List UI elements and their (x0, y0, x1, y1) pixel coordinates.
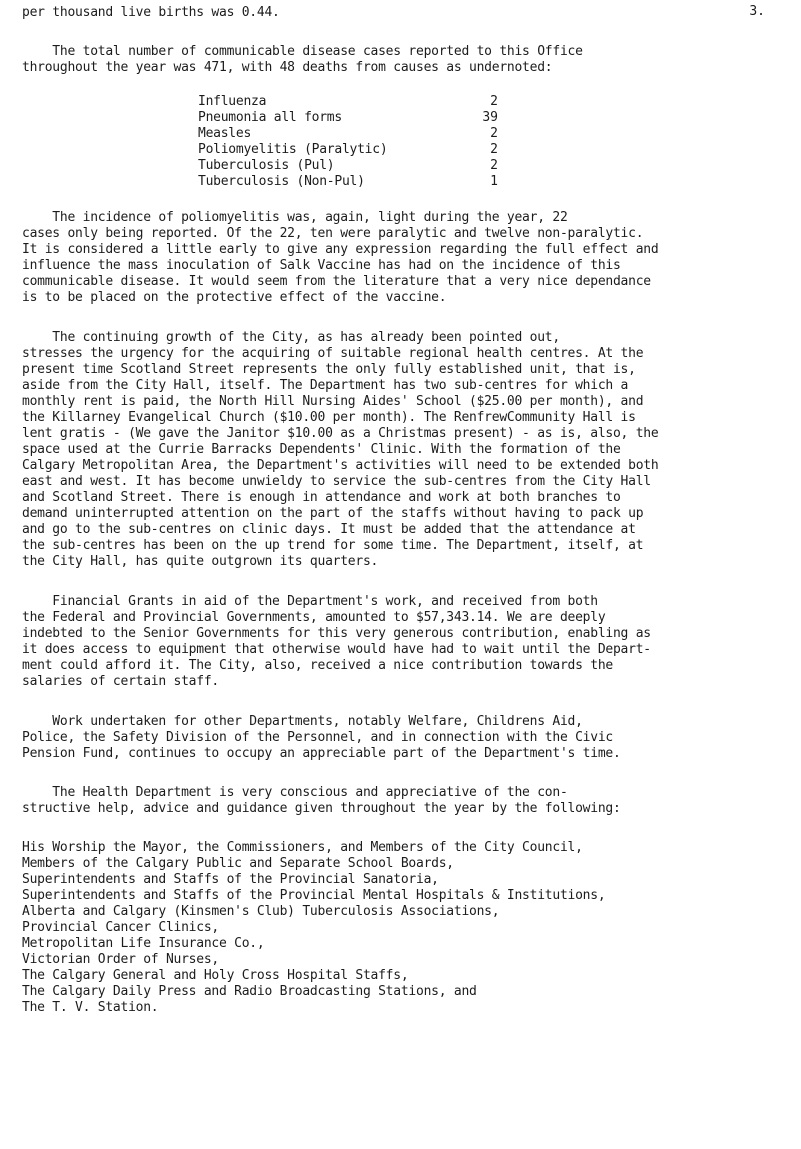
text-line: lent gratis - (We gave the Janitor $10.00 as a Christmas present) - as is, also, the (22, 426, 659, 441)
death-count: 39 (482, 110, 498, 125)
table-row (198, 110, 498, 126)
table-row (198, 94, 498, 110)
list-item: Victorian Order of Nurses, (22, 952, 219, 967)
text-line: it does access to equipment that otherwise would have had to wait until the Depart- (22, 642, 651, 657)
text-line: the Killarney Evangelical Church ($10.00 per month). The RenfrewCommunity Hall is (22, 410, 636, 425)
table-row (198, 142, 498, 158)
table-row (198, 158, 498, 174)
list-item: Superintendents and Staffs of the Provincial Mental Hospitals & Institutions, (22, 888, 606, 903)
table-row (198, 174, 498, 190)
text-line: structive help, advice and guidance given throughout the year by the following: (22, 801, 621, 816)
text-line: salaries of certain staff. (22, 674, 219, 689)
text-line: The total number of communicable disease cases reported to this Office (22, 44, 583, 59)
text-line: The incidence of poliomyelitis was, again, light during the year, 22 (22, 210, 568, 225)
page-number: 3. (749, 4, 765, 19)
text-line: Financial Grants in aid of the Department's work, and received from both (22, 594, 598, 609)
cause-label: Measles (198, 126, 252, 141)
cause-label: Tuberculosis (Non-Pul) (198, 174, 365, 189)
text-line: demand uninterrupted attention on the part of the staffs without having to pack up (22, 506, 644, 521)
death-count: 2 (490, 94, 498, 109)
text-line: indebted to the Senior Governments for this very generous contribution, enabling as (22, 626, 651, 641)
death-count: 2 (490, 142, 498, 157)
opening-line: per thousand live births was 0.44. (22, 5, 280, 20)
text-line: space used at the Currie Barracks Dependents' Clinic. With the formation of the (22, 442, 621, 457)
list-item: The Calgary Daily Press and Radio Broadcasting Stations, and (22, 984, 477, 999)
text-line: The continuing growth of the City, as has already been pointed out, (22, 330, 560, 345)
text-line: is to be placed on the protective effect of the vaccine. (22, 290, 447, 305)
text-line: the Federal and Provincial Governments, amounted to $57,343.14. We are deeply (22, 610, 606, 625)
text-line: and go to the sub-centres on clinic days. It must be added that the attendance at (22, 522, 636, 537)
text-line: present time Scotland Street represents the only fully established unit, that is, (22, 362, 636, 377)
text-line: ment could afford it. The City, also, received a nice contribution towards the (22, 658, 613, 673)
list-item: Members of the Calgary Public and Separate School Boards, (22, 856, 454, 871)
text-line: aside from the City Hall, itself. The Department has two sub-centres for which a (22, 378, 629, 393)
text-line: The Health Department is very conscious and appreciative of the con- (22, 785, 568, 800)
text-line: communicable disease. It would seem from the literature that a very nice dependance (22, 274, 651, 289)
text-line: Pension Fund, continues to occupy an appreciable part of the Department's time. (22, 746, 621, 761)
text-line: the sub-centres has been on the up trend for some time. The Department, itself, at (22, 538, 644, 553)
text-line: throughout the year was 471, with 48 deaths from causes as undernoted: (22, 60, 553, 75)
list-item: Alberta and Calgary (Kinsmen's Club) Tuberculosis Associations, (22, 904, 500, 919)
list-item: The T. V. Station. (22, 1000, 159, 1015)
text-line: cases only being reported. Of the 22, ten were paralytic and twelve non-paralytic. (22, 226, 644, 241)
list-item: Provincial Cancer Clinics, (22, 920, 219, 935)
text-line: the City Hall, has quite outgrown its quarters. (22, 554, 379, 569)
list-item: Superintendents and Staffs of the Provincial Sanatoria, (22, 872, 439, 887)
text-line: east and west. It has become unwieldy to service the sub-centres from the City Hall (22, 474, 651, 489)
text-line: Calgary Metropolitan Area, the Department's activities will need to be extended both (22, 458, 659, 473)
text-line: stresses the urgency for the acquiring of suitable regional health centres. At the (22, 346, 644, 361)
death-count: 2 (490, 158, 498, 173)
cause-label: Poliomyelitis (Paralytic) (198, 142, 388, 157)
death-count: 1 (490, 174, 498, 189)
table-row (198, 126, 498, 142)
text-line: and Scotland Street. There is enough in attendance and work at both branches to (22, 490, 621, 505)
text-line: monthly rent is paid, the North Hill Nursing Aides' School ($25.00 per month), and (22, 394, 644, 409)
text-line: influence the mass inoculation of Salk Vaccine has had on the incidence of this (22, 258, 621, 273)
cause-label: Influenza (198, 94, 267, 109)
list-item: Metropolitan Life Insurance Co., (22, 936, 265, 951)
cause-label: Pneumonia all forms (198, 110, 342, 125)
cause-label: Tuberculosis (Pul) (198, 158, 335, 173)
list-item: The Calgary General and Holy Cross Hospital Staffs, (22, 968, 409, 983)
text-line: Work undertaken for other Departments, notably Welfare, Childrens Aid, (22, 714, 583, 729)
list-item: His Worship the Mayor, the Commissioners, and Members of the City Council, (22, 840, 583, 855)
death-count: 2 (490, 126, 498, 141)
text-line: Police, the Safety Division of the Personnel, and in connection with the Civic (22, 730, 613, 745)
text-line: It is considered a little early to give any expression regarding the full effect and (22, 242, 659, 257)
